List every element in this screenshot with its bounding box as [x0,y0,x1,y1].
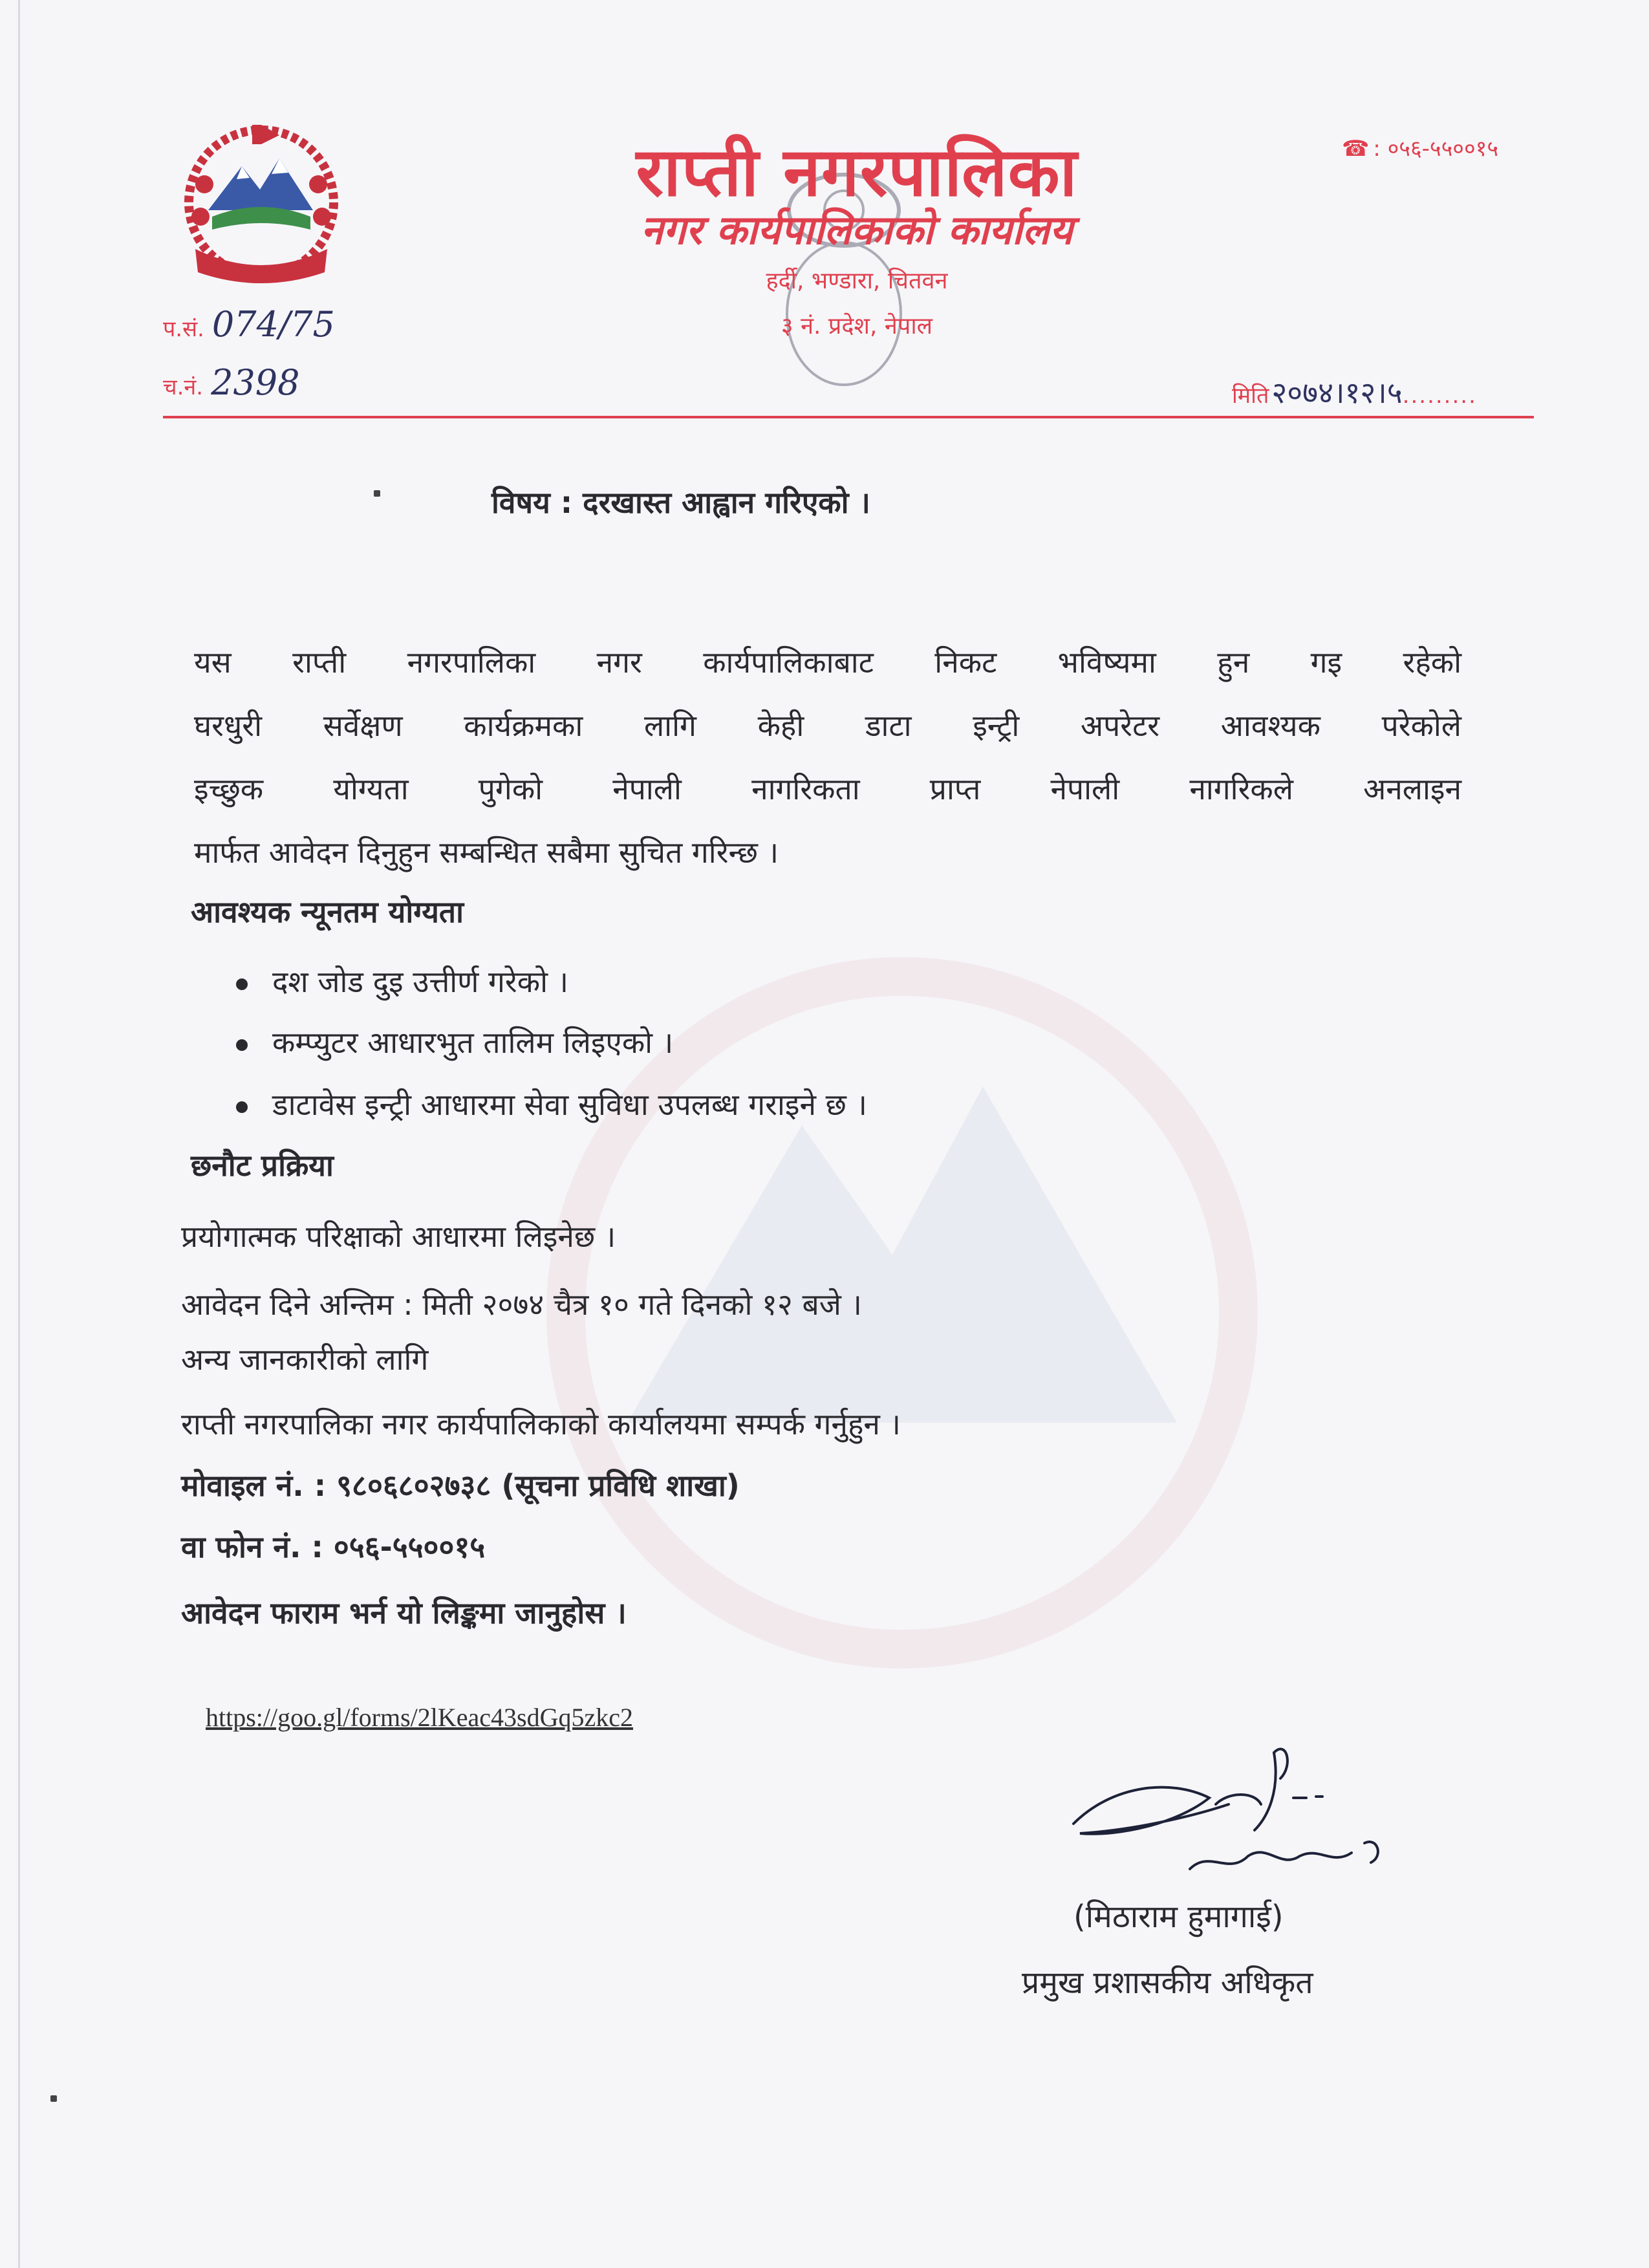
signatory-title: प्रमुख प्रशासकीय अधिकृत [1022,1965,1313,2001]
office-name: नगर कार्यपालिकाको कार्यालय [641,206,1073,254]
qualification-text: दश जोड दुइ उत्तीर्ण गरेको । [272,964,569,999]
qualification-item [236,1022,673,1062]
phone-icon: ☎ [1342,136,1370,162]
ref-ps-line [163,304,335,345]
intro-line-2: घरधुरी सर्वेक्षण कार्यक्रमका लागि केही डाटा इन्ट्री अपरेटर आवश्यक परेकोले [194,708,1461,743]
office-address: हर्दी, भण्डारा, चितवन [766,268,948,294]
date-label: मिति [1232,383,1269,409]
date-line [1232,372,1477,412]
date-dots: ......... [1402,383,1477,409]
page-edge [18,0,20,2268]
subject-line: विषय : दरखास्त आह्वान गरिएको । [491,485,870,520]
qualification-item [236,1084,867,1124]
scan-speck [50,2095,57,2102]
qualification-text: डाटावेस इन्ट्री आधारमा सेवा सुविधा उपलब्ध गराइने छ । [272,1087,867,1122]
bullet-icon [236,978,248,990]
ref-cn-label: च.नं. [163,374,204,400]
info-text: अन्य जानकारीको लागि [181,1342,429,1377]
signatory-name: (मिठाराम हुमागाई) [1073,1899,1284,1935]
mobile-number: मोवाइल नं. : ९८०६८०२७३८ (सूचना प्रविधि शाखा) [181,1468,740,1503]
municipality-name: राप्ती नगरपालिका [636,133,1078,211]
selection-text: प्रयोगात्मक परिक्षाको आधारमा लिइनेछ । [181,1219,616,1254]
nepal-emblem-logo [169,120,354,291]
deadline-text: आवेदन दिने अन्तिम : मिती २०७४ चैत्र १० गते दिनको १२ बजे । [181,1287,862,1322]
qualification-item [236,961,568,1001]
intro-line-1: यस राप्ती नगरपालिका नगर कार्यपालिकाबाट निकट भविष्यमा हुन गइ रहेको [194,645,1461,680]
ref-cn-value: 2398 [211,362,300,403]
form-instruction: आवेदन फाराम भर्न यो लिङ्कमा जानुहोस । [181,1595,627,1630]
application-form-link[interactable]: https://goo.gl/forms/2lKeac43sdGq5zkc2 [206,1703,634,1732]
qualification-heading: आवश्यक न्यूनतम योग्यता [191,894,464,929]
bullet-icon [236,1039,248,1051]
qualification-text: कम्प्युटर आधारभुत तालिम लिइएको । [272,1025,674,1060]
selection-heading: छनौट प्रक्रिया [191,1148,334,1183]
intro-line-3: इच्छुक योग्यता पुगेको नेपाली नागरिकता प्राप्त नेपाली नागरिकले अनलाइन [194,772,1461,806]
contact-text: राप्ती नगरपालिका नगर कार्यपालिकाको कार्यालयमा सम्पर्क गर्नुहुन । [181,1407,901,1442]
bullet-icon [236,1101,248,1113]
office-province: ३ नं. प्रदेश, नेपाल [781,313,933,340]
date-value: २०७४।१२।५ [1271,375,1403,410]
ref-ps-label: प.सं. [163,316,204,342]
header-phone-number: : ०५६-५५००१५ [1373,136,1499,162]
ref-cn-line [163,362,300,403]
phone-number: वा फोन नं. : ०५६-५५००१५ [181,1529,486,1564]
header-phone [1342,133,1498,162]
header-divider [163,416,1534,418]
scan-speck [374,490,380,497]
intro-line-4: मार्फत आवेदन दिनुहुन सम्बन्धित सबैमा सुचित गरिन्छ । [194,835,779,870]
signature-handwriting [1061,1727,1397,1895]
ref-ps-value: 074/75 [211,304,335,345]
